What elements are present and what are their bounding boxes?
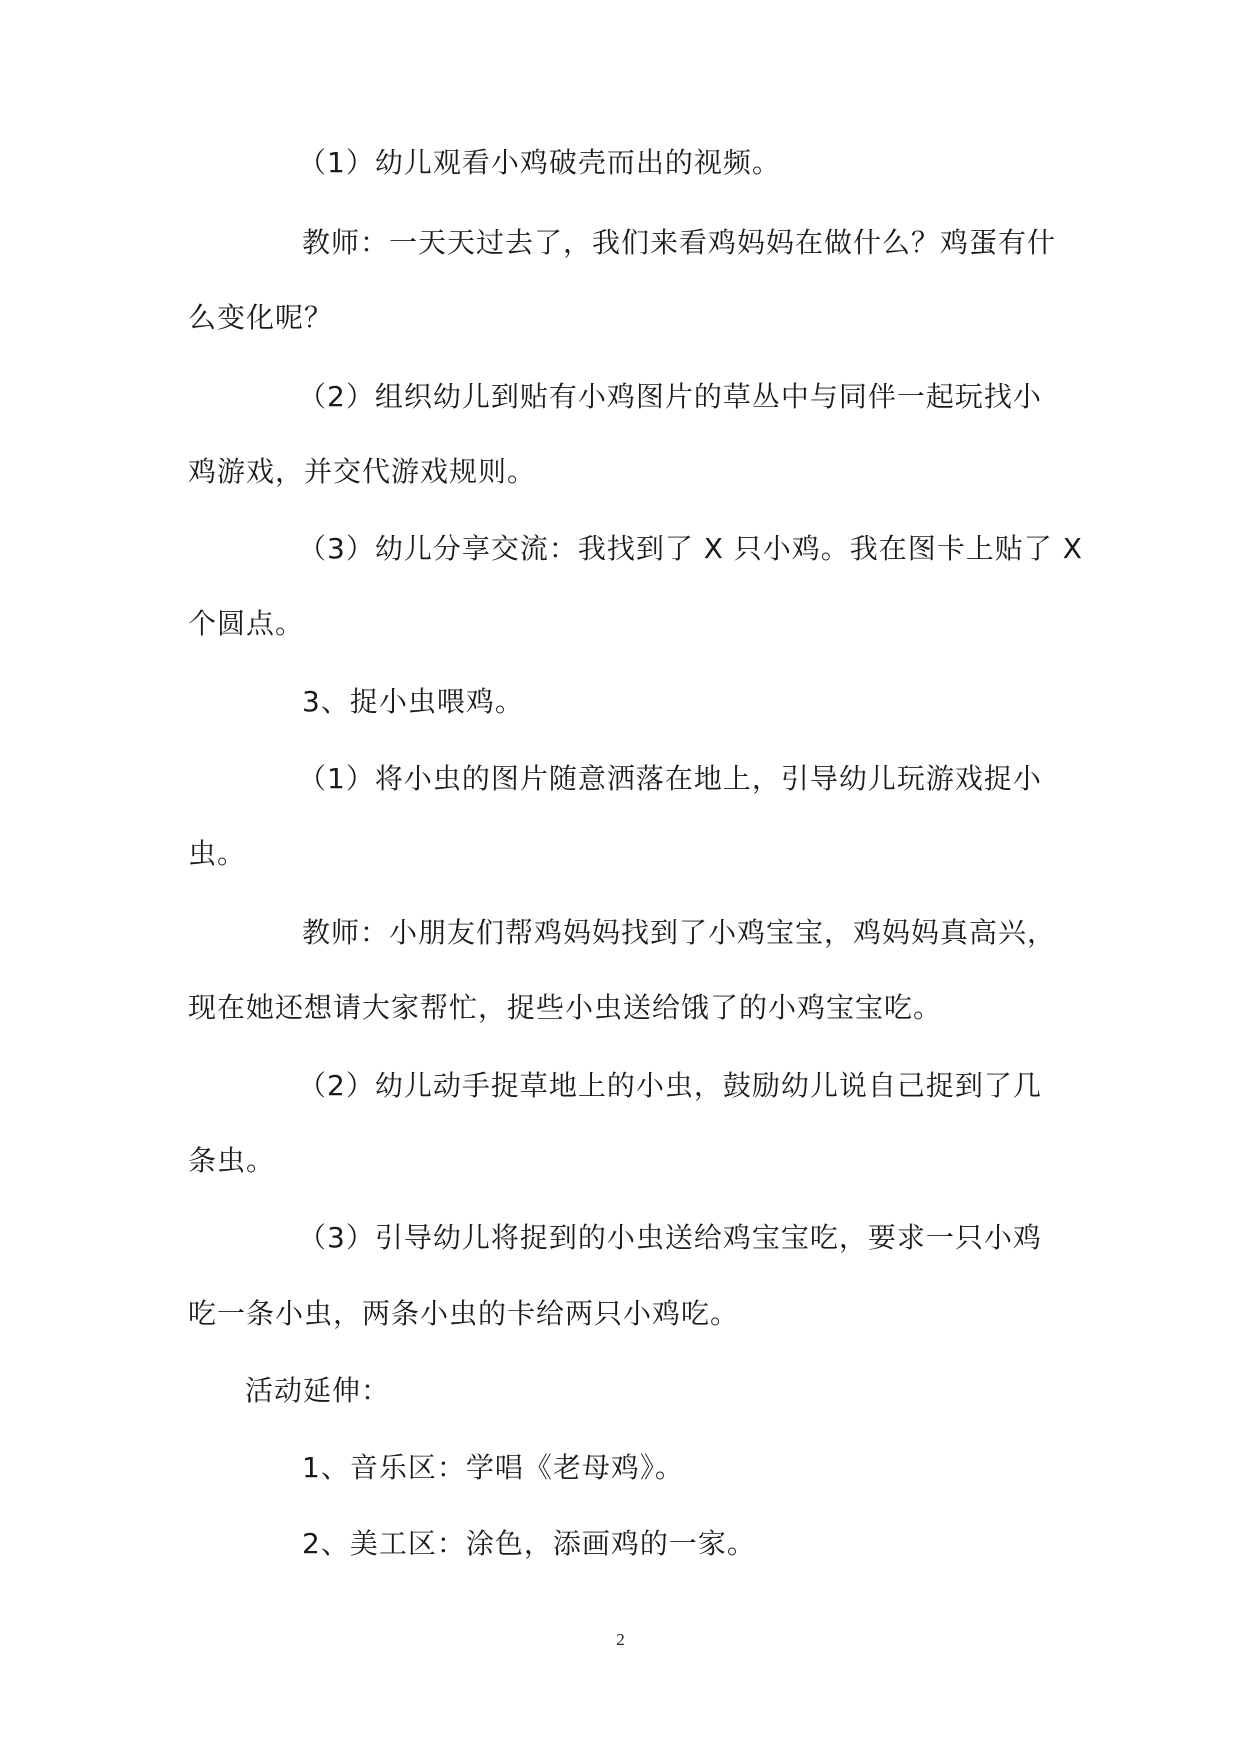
paragraph-line: 虫。 [188,837,247,870]
paragraph-line: （3）幼儿分享交流：我找到了 X 只小鸡。我在图卡上贴了 X [298,532,1083,565]
paragraph-line: 个圆点。 [188,607,305,640]
paragraph-line: 鸡游戏，并交代游戏规则。 [188,455,537,488]
paragraph-line: （1）幼儿观看小鸡破壳而出的视频。 [298,146,781,179]
list-item: 1、音乐区：学唱《老母鸡》。 [302,1451,684,1484]
list-item: 2、美工区：涂色，添画鸡的一家。 [302,1527,756,1560]
paragraph-line: 吃一条小虫，两条小虫的卡给两只小鸡吃。 [188,1297,740,1330]
page-number: 2 [616,1630,625,1649]
paragraph-line: 教师：小朋友们帮鸡妈妈找到了小鸡宝宝，鸡妈妈真高兴， [302,916,1057,949]
section-heading: 3、捉小虫喂鸡。 [302,685,524,718]
paragraph-line: 现在她还想请大家帮忙，捉些小虫送给饿了的小鸡宝宝吃。 [188,991,943,1024]
section-heading: 活动延伸： [245,1374,391,1407]
paragraph-line: 教师：一天天过去了，我们来看鸡妈妈在做什么？鸡蛋有什 [302,226,1057,259]
paragraph-line: （2）幼儿动手捉草地上的小虫，鼓励幼儿说自己捉到了几 [298,1069,1042,1102]
paragraph-line: （1）将小虫的图片随意洒落在地上，引导幼儿玩游戏捉小 [298,762,1042,795]
paragraph-line: （2）组织幼儿到贴有小鸡图片的草丛中与同伴一起玩找小 [298,380,1042,413]
paragraph-line: （3）引导幼儿将捉到的小虫送给鸡宝宝吃，要求一只小鸡 [298,1221,1042,1254]
paragraph-line: 么变化呢？ [188,301,334,334]
paragraph-line: 条虫。 [188,1144,276,1177]
